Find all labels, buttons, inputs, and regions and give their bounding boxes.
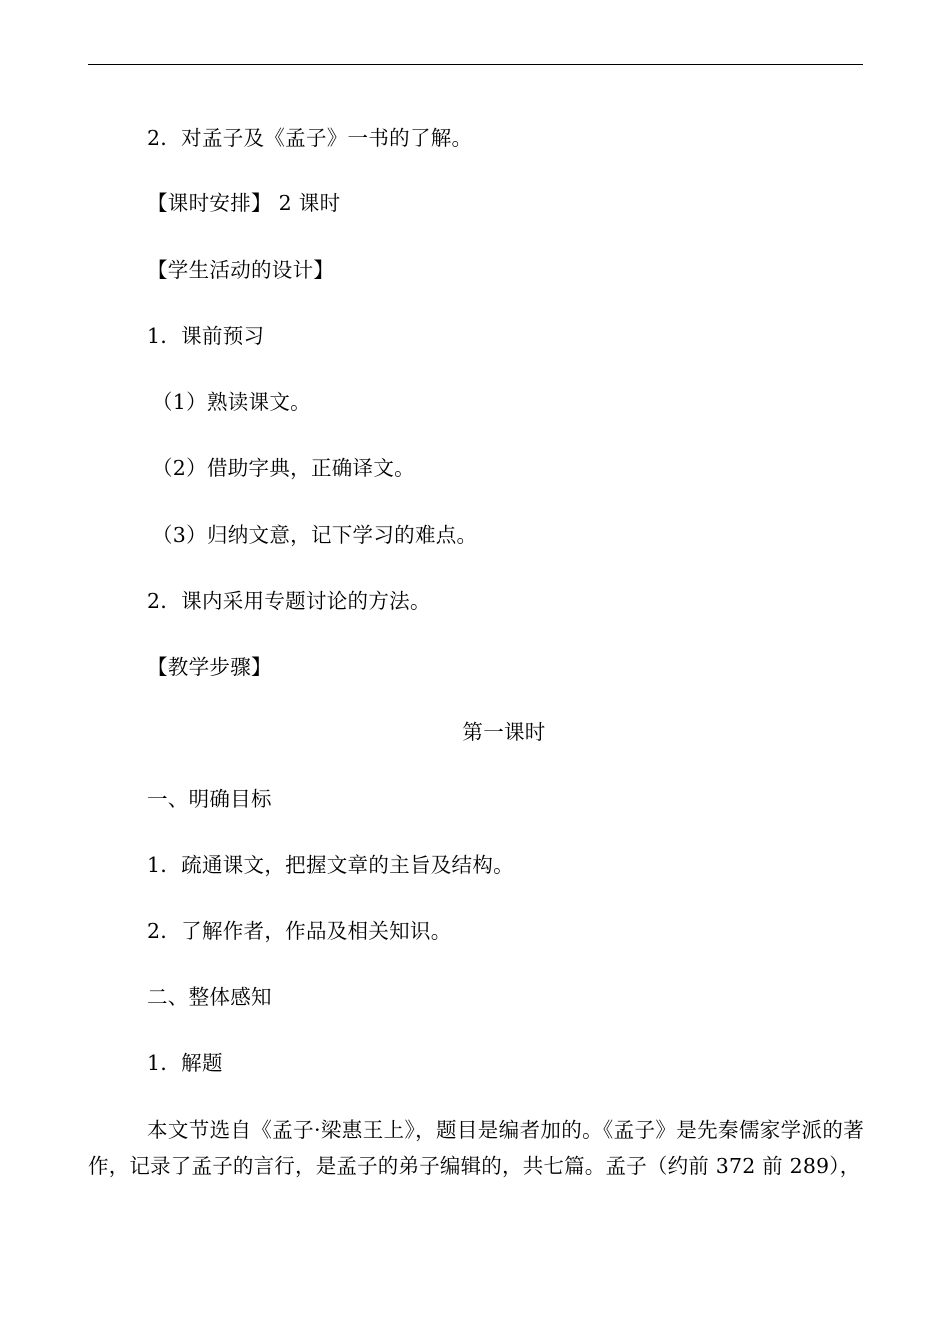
preview-subitem-2: （2）借助字典，正确译文。 — [152, 456, 415, 480]
preview-subitem-1: （1）熟读课文。 — [152, 390, 311, 414]
preview-item: 1．课前预习 — [147, 324, 265, 348]
header-rule — [88, 64, 863, 65]
goal-1: 1．疏通课文，把握文章的主旨及结构。 — [147, 853, 514, 877]
section-overview: 二、整体感知 — [147, 985, 272, 1009]
discussion-item: 2．课内采用专题讨论的方法。 — [147, 589, 431, 613]
lesson-title: 第一课时 — [462, 720, 546, 744]
title-explanation-item: 1．解题 — [147, 1051, 223, 1075]
steps-heading: 【教学步骤】 — [147, 655, 272, 679]
preview-subitem-3: （3）归纳文意，记下学习的难点。 — [152, 523, 478, 547]
schedule-heading: 【课时安排】 2 课时 — [147, 191, 341, 215]
section-goals: 一、明确目标 — [147, 787, 272, 811]
objective-2: 2．对孟子及《孟子》一书的了解。 — [147, 126, 473, 150]
goal-2: 2．了解作者，作品及相关知识。 — [147, 919, 452, 943]
activities-heading: 【学生活动的设计】 — [147, 258, 335, 282]
intro-paragraph: 本文节选自《孟子·梁惠王上》，题目是编者加的。《孟子》是先秦儒家学派的著作，记录了孟子的言行，是孟子的弟子编辑的，共七篇。孟子（约前 372 前 289）， — [88, 1118, 864, 1178]
